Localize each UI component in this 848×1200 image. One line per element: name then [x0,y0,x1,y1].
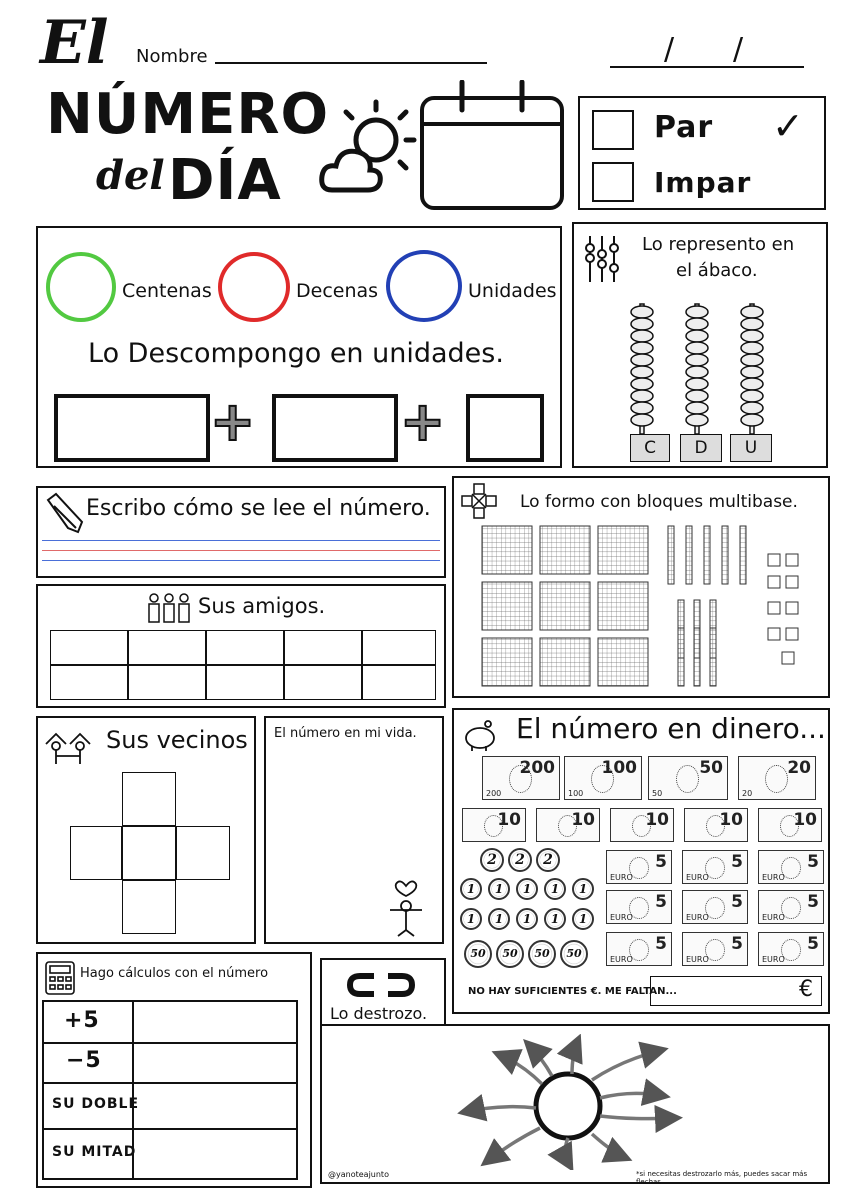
friends-box [36,584,446,708]
friends-cell[interactable] [50,630,128,665]
person-heart-icon [384,876,428,938]
parity-box [578,96,826,210]
destroy-note: *si necesitas destrozarlo más, puedes sacar más flechas [636,1170,808,1186]
coin-1: 1 [544,878,566,900]
check-icon: ✓ [772,104,804,148]
hundreds-label: Centenas [122,280,212,302]
bill-10: 10 [684,808,748,842]
bill-5: 5 EURO [606,890,672,924]
units-circle[interactable] [386,250,462,322]
friends-cell[interactable] [128,665,206,700]
broken-chain-icon [346,970,416,1000]
coin-1: 1 [516,878,538,900]
credit-text: @yanoteajunto [328,1170,389,1179]
pencil-icon [44,492,86,536]
decompose-title: Lo Descompongo en unidades. [88,338,504,369]
friends-cell[interactable] [50,665,128,700]
neighbor-cell-bottom[interactable] [122,880,176,934]
money-title: El número en dinero... [516,712,826,745]
abacus-rod-tens: D [680,434,722,462]
friends-cell[interactable] [362,665,436,700]
abacus-title-line2: el ábaco. [676,260,758,281]
coin-2: 2 [480,848,504,872]
plus-sign-2: + [400,390,446,453]
life-box[interactable] [264,716,444,944]
calc-box [36,952,312,1188]
money-box [452,708,830,1014]
bill-5: 5 EURO [758,890,824,924]
coin-2: 2 [508,848,532,872]
calc-answer-minus5[interactable] [136,1044,294,1080]
tens-label: Decenas [296,280,379,302]
odd-label: Impar [654,166,752,199]
writing-box [36,486,446,578]
friends-title: Sus amigos. [198,594,326,618]
calc-row-double: SU DOBLE [52,1096,140,1112]
coin-1: 1 [460,908,482,930]
writing-line-mid [42,550,440,551]
place-value-box [36,226,562,468]
decompose-box-tens[interactable] [272,394,398,462]
calc-row-half: SU MITAD [52,1144,137,1160]
coin-1: 1 [488,878,510,900]
bill-10: 10 [610,808,674,842]
hundreds-circle[interactable] [46,252,116,322]
bill-5: 5 EURO [682,850,748,884]
name-field[interactable] [215,62,487,64]
neighbor-cell-top[interactable] [122,772,176,826]
bill-5: 5 EURO [682,932,748,966]
coin-1: 1 [488,908,510,930]
calc-answer-plus5[interactable] [136,1004,294,1040]
friends-cell[interactable] [284,665,362,700]
writing-title: Escribo cómo se lee el número. [86,496,431,521]
title-el: El [40,8,109,78]
friends-cell[interactable] [206,630,284,665]
destroy-title: Lo destrozo. [330,1004,428,1023]
coin-1: 1 [572,878,594,900]
bill-5: 5 EURO [606,932,672,966]
coin-50: 50 [528,940,556,968]
date-field[interactable] [610,66,804,68]
neighbor-cell-left[interactable] [70,826,122,880]
bill-5: 5 EURO [758,850,824,884]
coin-1: 1 [460,878,482,900]
coin-50: 50 [464,940,492,968]
abacus-icon [582,234,622,286]
writing-line-bottom[interactable] [42,560,440,561]
bill-5: 5 EURO [682,890,748,924]
neighbor-cell-center[interactable] [122,826,176,880]
piggy-bank-icon [460,718,500,752]
destroy-box[interactable] [320,1024,830,1184]
life-title: El número en mi vida. [274,726,417,741]
destroy-arrows [442,1034,692,1170]
coin-2: 2 [536,848,560,872]
calc-answer-double[interactable] [136,1084,294,1126]
calc-row-minus5: −5 [66,1048,102,1073]
writing-line-top [42,540,440,541]
odd-checkbox[interactable] [592,162,634,202]
coin-1: 1 [544,908,566,930]
weather-icon [318,98,418,198]
calc-row-plus5: +5 [64,1008,100,1033]
abacus-rod-hundreds: C [630,434,670,462]
abacus-rod-units: U [730,434,772,462]
name-label: Nombre [136,46,208,67]
calendar-icon [418,80,568,214]
calc-title: Hago cálculos con el número [80,966,269,981]
bill-10: 10 [758,808,822,842]
base-ten-blocks [478,524,818,692]
abacus-title-line1: Lo represento en [642,234,795,255]
coin-50: 50 [560,940,588,968]
neighbor-cell-right[interactable] [176,826,230,880]
coin-1: 1 [572,908,594,930]
bill-200: 200 200 [482,756,560,800]
coin-1: 1 [516,908,538,930]
coin-50: 50 [496,940,524,968]
friends-cell[interactable] [362,630,436,665]
plus-sign-1: + [210,390,256,453]
bill-5: 5 EURO [606,850,672,884]
title-dia: DÍA [168,148,282,213]
friends-cell[interactable] [206,665,284,700]
date-separator-1: / [664,32,675,67]
bill-20: 20 20 [738,756,816,800]
cubes-icon [460,482,500,522]
friends-icon [146,592,192,624]
bill-10: 10 [462,808,526,842]
decompose-box-units[interactable] [466,394,544,462]
euro-icon: € [799,977,813,1002]
tens-circle[interactable] [218,252,290,322]
missing-amount-field[interactable] [650,976,822,1006]
destroy-tab [320,958,446,1030]
even-checkbox[interactable] [592,110,634,150]
bill-50: 50 50 [648,756,728,800]
calc-table [42,1000,298,1180]
bill-5: 5 EURO [758,932,824,966]
title-numero: NÚMERO [46,82,330,147]
title-del: del [96,152,165,199]
abacus-box [572,222,828,468]
friends-cell[interactable] [128,630,206,665]
friends-cell[interactable] [284,630,362,665]
missing-label: NO HAY SUFICIENTES €. ME FALTAN... [468,986,677,997]
decompose-box-hundreds[interactable] [54,394,210,462]
calculator-icon [44,960,76,996]
units-label: Unidades [468,280,557,302]
bill-100: 100 100 [564,756,642,800]
calc-answer-half[interactable] [136,1130,294,1176]
even-label: Par [654,110,714,145]
neighbors-title: Sus vecinos [106,726,248,754]
bill-10: 10 [536,808,600,842]
blocks-box [452,476,830,698]
blocks-title: Lo formo con bloques multibase. [520,492,798,512]
neighbors-box [36,716,256,944]
neighbors-icon [44,724,94,768]
date-separator-2: / [733,32,744,67]
